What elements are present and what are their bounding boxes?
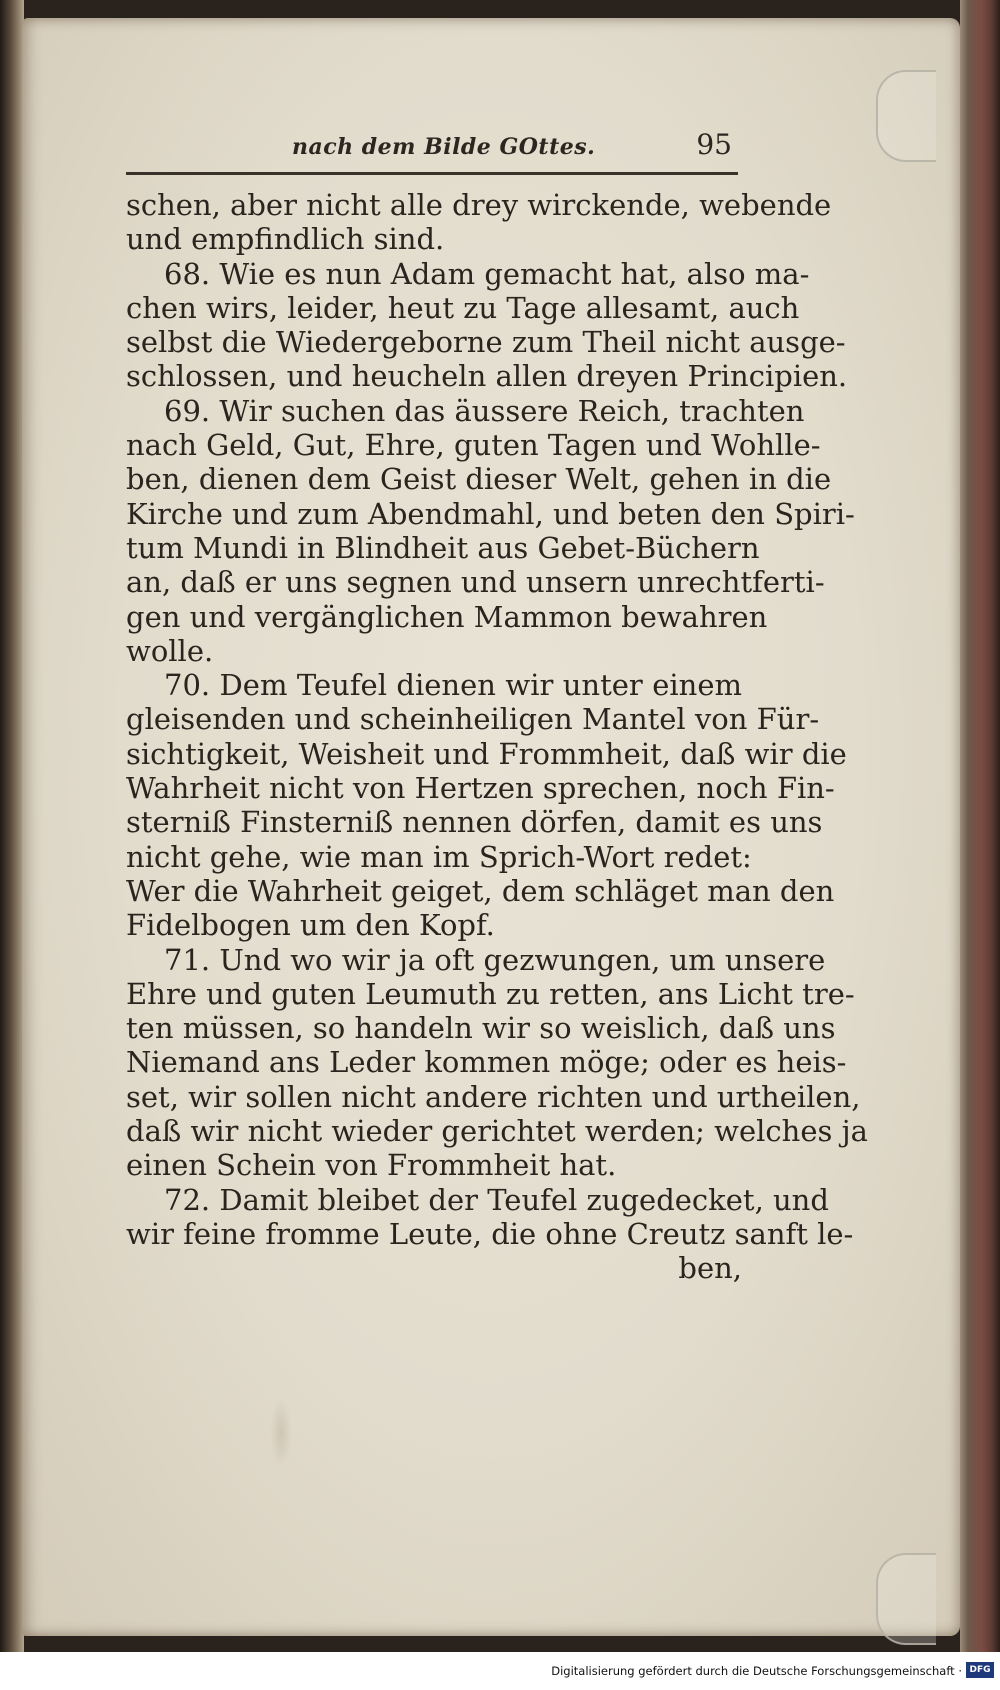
text-line: und empfindlich sind. bbox=[126, 222, 445, 257]
text-line: Niemand ans Leder kommen möge; oder es heis- bbox=[126, 1045, 847, 1080]
text-line: Wer die Wahrheit geiget, dem schläget man den bbox=[126, 873, 835, 908]
text-line: ten müssen, so handeln wir so weislich, daß uns bbox=[126, 1011, 836, 1046]
page-number: 95 bbox=[696, 128, 732, 161]
text-line: 69. Wir suchen das äussere Reich, trachten bbox=[164, 393, 805, 428]
text-line: Fidelbogen um den Kopf. bbox=[126, 908, 495, 943]
page-clip-top bbox=[876, 70, 936, 162]
funding-credit: Digitalisierung gefördert durch die Deutsche Forschungsgemeinschaft · bbox=[551, 1664, 962, 1678]
text-line: gen und vergänglichen Mammon bewahren bbox=[126, 599, 768, 634]
page-stack-edge bbox=[960, 0, 1000, 1652]
text-line: 72. Damit bleibet der Teufel zugedecket, und bbox=[164, 1182, 829, 1217]
paper-stain bbox=[270, 1398, 292, 1468]
body-text bbox=[126, 188, 868, 1286]
text-line: wir feine fromme Leute, die ohne Creutz sanft le- bbox=[126, 1216, 854, 1251]
text-line: Wahrheit nicht von Hertzen sprechen, noch Fin- bbox=[126, 771, 835, 806]
running-title: nach dem Bilde GOttes. bbox=[292, 134, 596, 160]
page-clip-bottom bbox=[876, 1553, 936, 1645]
text-line: Kirche und zum Abendmahl, und beten den Spiri- bbox=[126, 496, 855, 531]
dfg-logo-icon: DFG bbox=[966, 1662, 994, 1678]
text-line: gleisenden und scheinheiligen Mantel von Für- bbox=[126, 702, 820, 737]
footer-bar bbox=[0, 1652, 1000, 1690]
book-binding-edge bbox=[0, 0, 24, 1652]
text-line: 70. Dem Teufel dienen wir unter einem bbox=[164, 668, 742, 703]
text-line: schlossen, und heucheln allen dreyen Principien. bbox=[126, 359, 848, 394]
text-line: ben, bbox=[678, 1251, 742, 1286]
header-rule bbox=[126, 172, 738, 175]
text-line: nicht gehe, wie man im Sprich-Wort redet: bbox=[126, 839, 752, 874]
text-line: Ehre und guten Leumuth zu retten, ans Licht tre- bbox=[126, 976, 855, 1011]
text-line: ben, dienen dem Geist dieser Welt, gehen in die bbox=[126, 462, 832, 497]
text-line: chen wirs, leider, heut zu Tage allesamt, auch bbox=[126, 290, 800, 325]
text-line: 71. Und wo wir ja oft gezwungen, um unsere bbox=[164, 942, 826, 977]
text-line: sterniß Finsterniß nennen dörfen, damit es uns bbox=[126, 805, 823, 840]
text-line: nach Geld, Gut, Ehre, guten Tagen und Wohlle- bbox=[126, 428, 821, 463]
text-line: set, wir sollen nicht andere richten und urtheilen, bbox=[126, 1079, 861, 1114]
page-header bbox=[126, 128, 738, 168]
text-line: 68. Wie es nun Adam gemacht hat, also ma- bbox=[164, 256, 810, 291]
text-line: an, daß er uns segnen und unsern unrechtferti- bbox=[126, 565, 825, 600]
text-line: daß wir nicht wieder gerichtet werden; welches ja bbox=[126, 1114, 868, 1149]
text-line: tum Mundi in Blindheit aus Gebet-Büchern bbox=[126, 530, 760, 565]
text-line: sichtigkeit, Weisheit und Frommheit, daß wir die bbox=[126, 736, 847, 771]
text-line: selbst die Wiedergeborne zum Theil nicht ausge- bbox=[126, 325, 846, 360]
text-line: wolle. bbox=[126, 633, 214, 668]
text-line: einen Schein von Frommheit hat. bbox=[126, 1148, 617, 1183]
text-line: schen, aber nicht alle drey wirckende, webende bbox=[126, 188, 832, 222]
